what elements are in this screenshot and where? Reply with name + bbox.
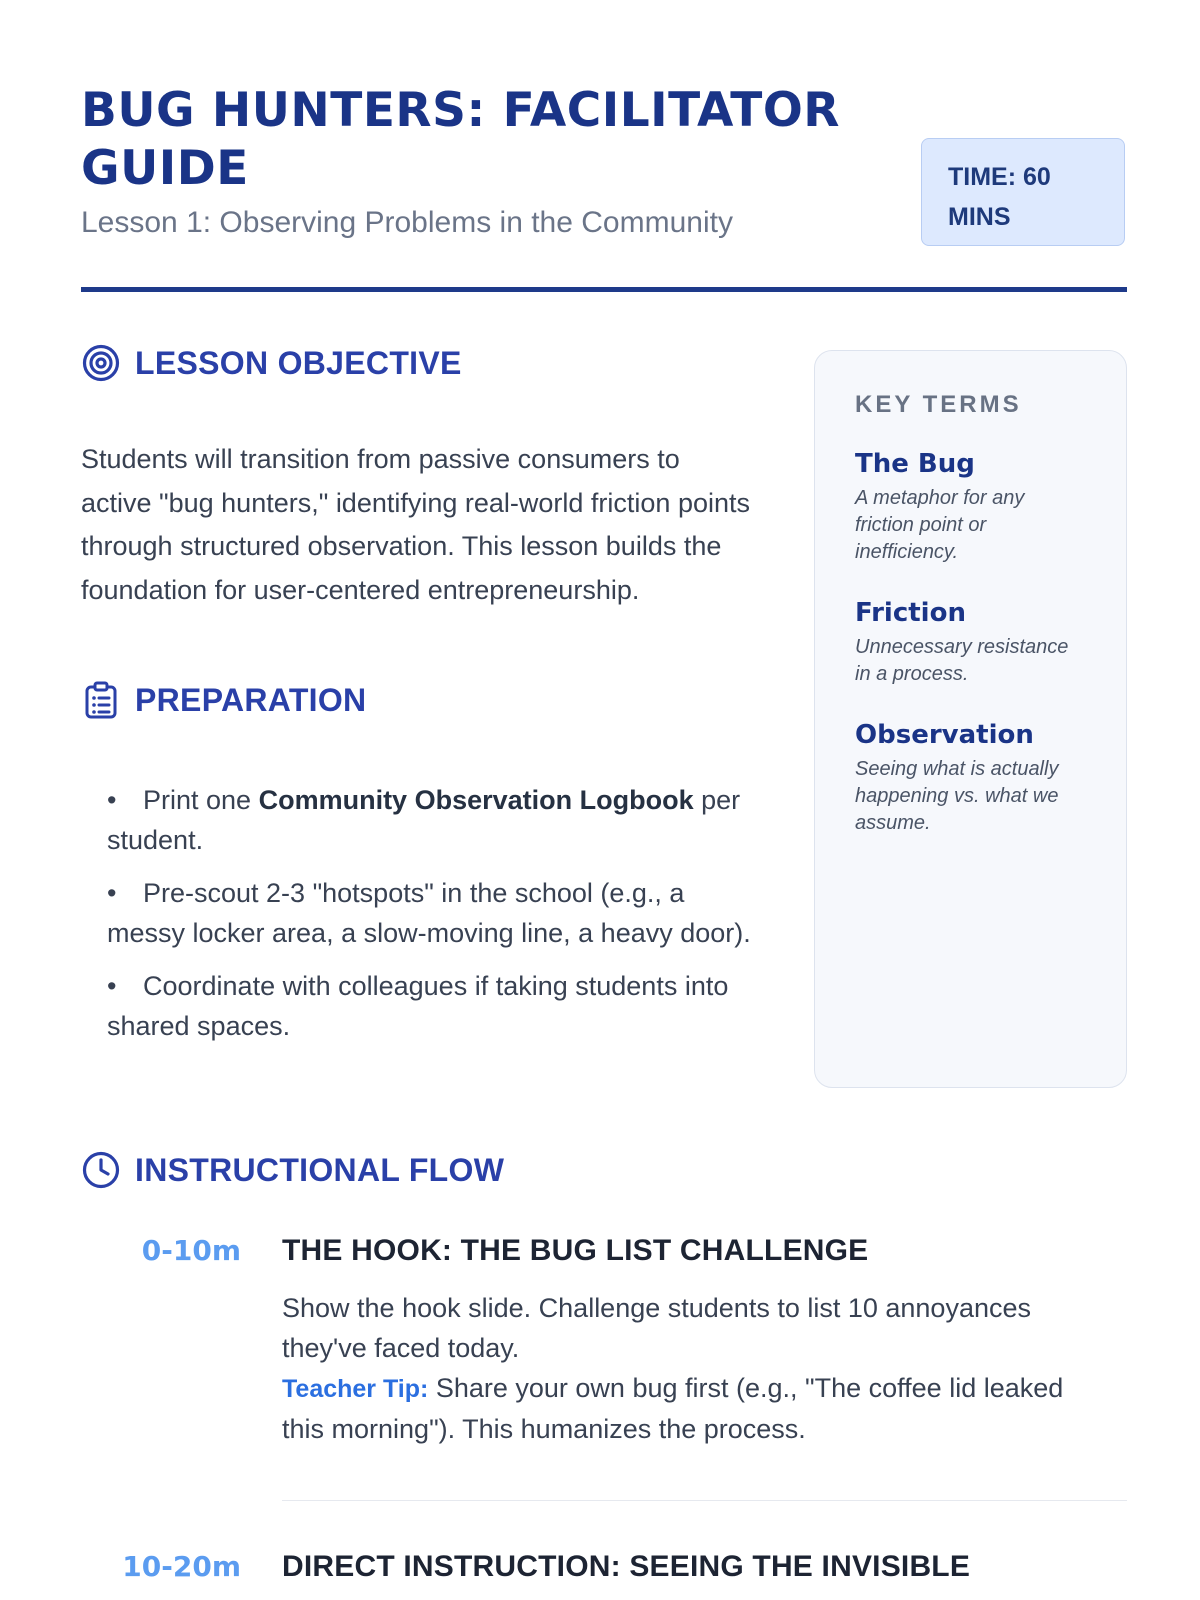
preparation-list <box>81 780 761 1059</box>
time-badge: TIME: 60 MINS <box>921 138 1125 246</box>
term-item <box>855 720 1086 837</box>
preparation-heading: PREPARATION <box>135 681 367 718</box>
teacher-tip-text: Share your own bug first (e.g., "The coffee lid leaked this morning"). This humanizes the process. <box>282 1373 1064 1444</box>
flow-section-header <box>81 1150 504 1190</box>
term-item <box>855 598 1086 688</box>
clipboard-icon <box>81 680 121 720</box>
term-definition: A metaphor for any friction point or inefficiency. <box>855 487 1025 563</box>
objective-text: Students will transition from passive consumers to active "bug hunters," identifying real-world friction points through structured observation. This lesson builds the foundation for user-centered entrepreneurship. <box>81 444 751 605</box>
term-definition: Seeing what is actually happening vs. what we assume. <box>855 758 1059 834</box>
key-terms-card <box>814 350 1127 1088</box>
teacher-tip-label: Teacher Tip: <box>282 1375 429 1403</box>
list-item: • Pre-scout 2-3 "hotspots" in the school (e.g., a messy locker area, a slow-moving line, a heavy door). <box>107 878 751 948</box>
flow-step-title: DIRECT INSTRUCTION: SEEING THE INVISIBLE <box>282 1550 971 1583</box>
flow-step-time: 0-10m <box>141 1234 241 1267</box>
page-subtitle: Lesson 1: Observing Problems in the Community <box>81 206 733 239</box>
flow-step-body: Show the hook slide. Challenge students to list 10 annoyances they've faced today. Teacher Tip: Share your own bug first (e.g., "The coffee lid leaked this morning"). This humanizes the process. <box>282 1293 1064 1444</box>
term-name: The Bug <box>855 449 975 479</box>
page-title: BUG HUNTERS: FACILITATOR GUIDE <box>81 83 840 196</box>
preparation-section-header <box>81 680 366 720</box>
objective-section-header <box>81 343 462 383</box>
clock-icon <box>81 1150 121 1190</box>
flow-heading: INSTRUCTIONAL FLOW <box>135 1151 505 1188</box>
facilitator-guide-page <box>81 0 1127 1600</box>
flow-step-time: 10-20m <box>122 1550 241 1583</box>
term-definition: Unnecessary resistance in a process. <box>855 636 1069 685</box>
flow-divider <box>282 1500 1127 1501</box>
term-item <box>855 449 1086 566</box>
objective-heading: LESSON OBJECTIVE <box>135 344 462 381</box>
list-item: • Coordinate with colleagues if taking students into shared spaces. <box>107 971 729 1041</box>
flow-step-title: THE HOOK: THE BUG LIST CHALLENGE <box>282 1234 869 1267</box>
term-name: Observation <box>855 720 1034 750</box>
list-item: • Print one Community Observation Logbook per student. <box>107 785 741 855</box>
target-icon <box>81 343 121 383</box>
key-terms-heading: KEY TERMS <box>855 391 1022 418</box>
term-name: Friction <box>855 598 966 628</box>
header-divider <box>81 287 1127 292</box>
